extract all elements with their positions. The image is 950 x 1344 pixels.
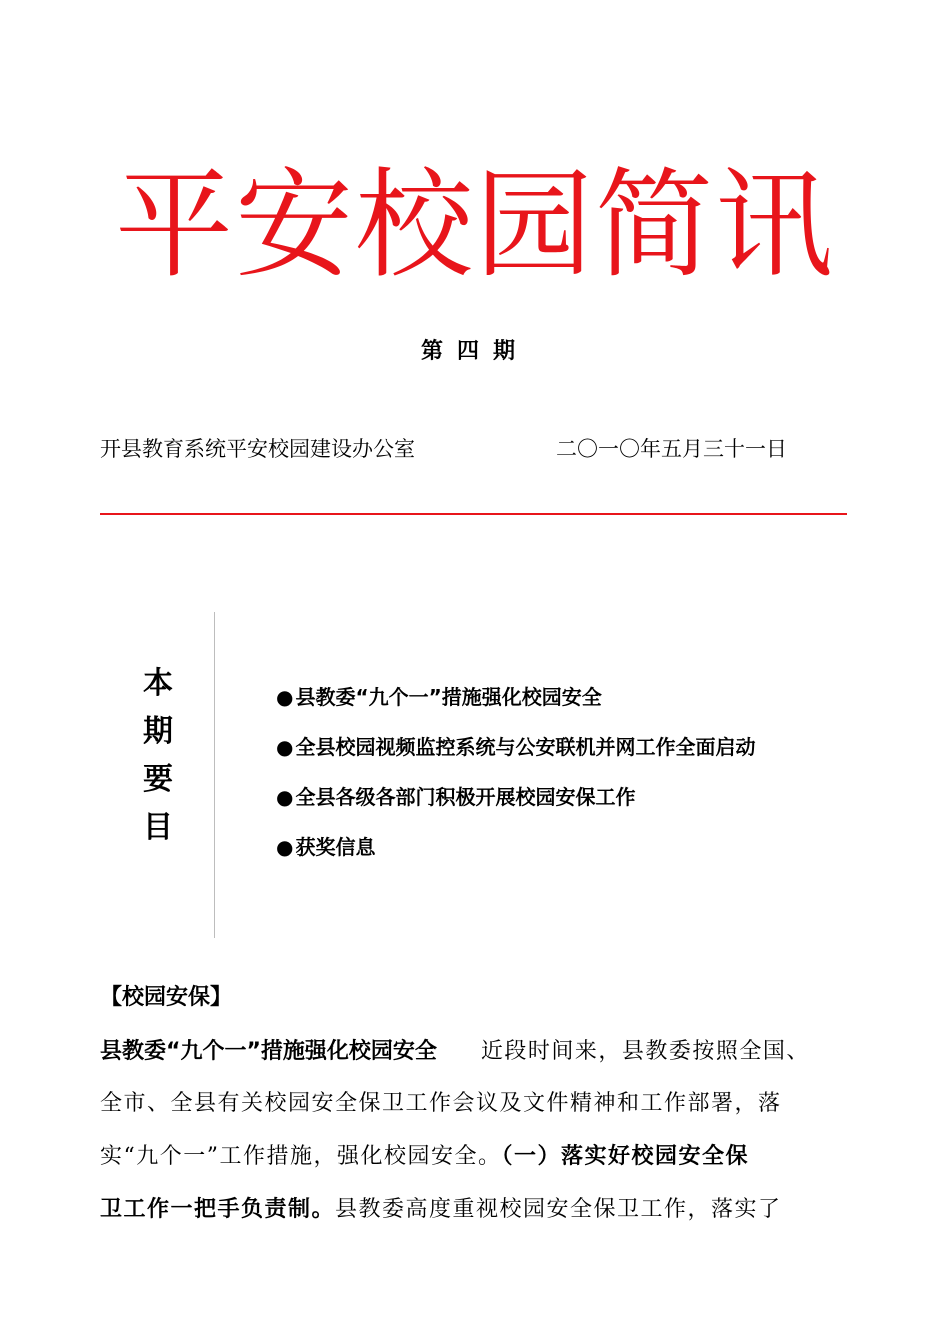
toc-divider (214, 612, 215, 938)
toc-item-label: 获奖信息 (295, 835, 376, 859)
bullet-icon: ● (276, 735, 294, 759)
article-text: 县教委高度重视校园安全保卫工作，落实了 (335, 1197, 782, 1222)
toc-item-label: 县教委“九个一”措施强化校园安全 (295, 685, 602, 709)
toc-list (276, 680, 755, 880)
toc-label-char: 本 (143, 666, 173, 701)
bullet-icon: ● (276, 685, 294, 709)
toc-item-label: 全县各级各部门积极开展校园安保工作 (295, 785, 636, 809)
article-subheading: （一）落实好校园安全保 (501, 1143, 750, 1169)
article-line (100, 1130, 870, 1183)
publication-date: 二〇一〇年五月三十一日 (556, 437, 787, 461)
article-line: 全市、全县有关校园安全保卫工作会议及文件精神和工作部署，落 (100, 1091, 782, 1116)
toc-item[interactable] (276, 830, 755, 880)
article-body (100, 1026, 870, 1236)
toc-item[interactable] (276, 780, 755, 830)
toc-label-char: 目 (143, 810, 173, 845)
article-subheading: 卫工作一把手负责制。 (100, 1196, 336, 1222)
toc-item[interactable] (276, 680, 755, 730)
article-headline: 县教委“九个一”措施强化校园安全 (100, 1039, 437, 1064)
header-divider (100, 513, 847, 515)
article-text: 近段时间来，县教委按照全国、 (480, 1039, 810, 1064)
toc-label (138, 660, 178, 852)
masthead-title: 平安校园简讯 (114, 156, 835, 294)
section-heading: 【校园安保】 (100, 985, 233, 1010)
toc-label-char: 要 (143, 762, 173, 797)
article-line (100, 1183, 870, 1236)
publisher-name: 开县教育系统平安校园建设办公室 (100, 437, 415, 461)
issue-number: 第四期 (420, 339, 529, 364)
bullet-icon: ● (276, 835, 294, 859)
article-text: 实“九个一”工作措施，强化校园安全。 (100, 1144, 502, 1169)
bullet-icon: ● (276, 785, 294, 809)
toc-label-char: 期 (143, 714, 173, 749)
article-line (100, 1026, 870, 1078)
toc-item-label: 全县校园视频监控系统与公安联机并网工作全面启动 (295, 735, 756, 759)
toc-item[interactable] (276, 730, 755, 780)
